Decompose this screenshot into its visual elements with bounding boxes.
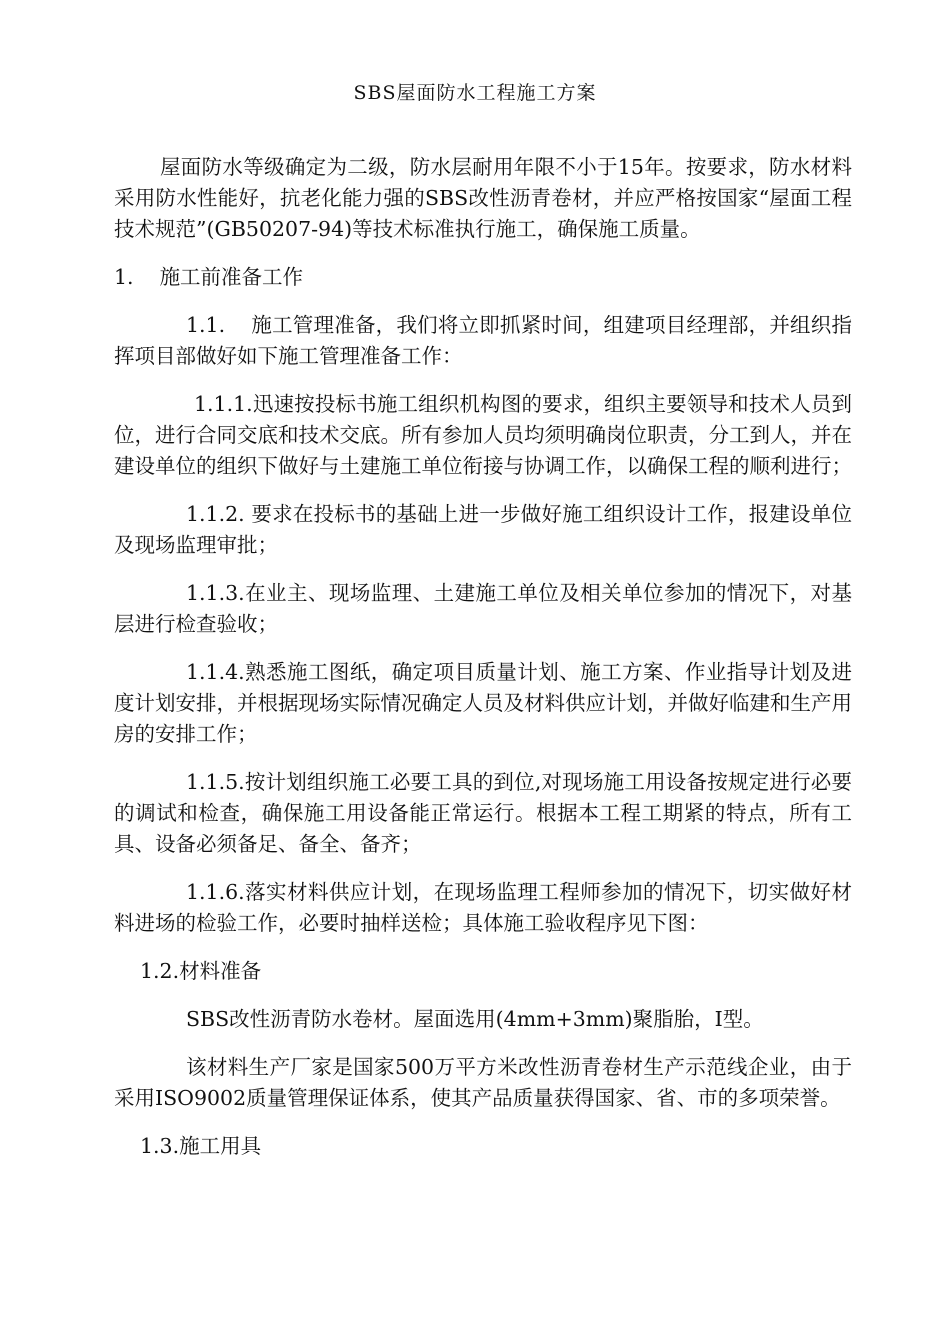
document-title: SBS屋面防水工程施工方案 — [353, 82, 597, 104]
section-1-1-1-paragraph: 1.1.1.迅速按投标书施工组织机构图的要求，组织主要领导和技术人员到位，进行合同交底和技术交底。所有参加人员均须明确岗位职责，分工到人，并在建设单位的组织下做好与土建施工单位衔接与协调工作，以确保工程的顺利进行； — [114, 392, 852, 478]
section-1-1-6-paragraph: 1.1.6.落实材料供应计划，在现场监理工程师参加的情况下，切实做好材料进场的检验工作，必要时抽样送检；具体施工验收程序见下图： — [114, 880, 852, 935]
section-1-1-number: 1.1. — [186, 313, 226, 337]
section-1-1-text: 施工管理准备，我们将立即抓紧时间，组建项目经理部，并组织指挥项目部做好如下施工管理准备工作： — [114, 313, 852, 368]
section-1-heading — [114, 262, 852, 293]
section-1-1-4-paragraph: 1.1.4.熟悉施工图纸，确定项目质量计划、施工方案、作业指导计划及进度计划安排，并根据现场实际情况确定人员及材料供应计划，并做好临建和生产用房的安排工作； — [114, 660, 852, 746]
intro-paragraph: 屋面防水等级确定为二级，防水层耐用年限不小于15年。按要求，防水材料采用防水性能好，抗老化能力强的SBS改性沥青卷材，并应严格按国家“屋面工程技术规范”(GB50207-94)等技术标准执行施工，确保施工质量。 — [114, 155, 852, 241]
material-paragraph: SBS改性沥青防水卷材。屋面选用(4mm+3mm)聚脂胎，I型。 — [186, 1007, 764, 1031]
section-1-1-2-paragraph: 1.1.2. 要求在投标书的基础上进一步做好施工组织设计工作，报建设单位及现场监理审批； — [114, 502, 852, 557]
section-1-1-3-paragraph: 1.1.3.在业主、现场监理、土建施工单位及相关单位参加的情况下，对基层进行检查验收； — [114, 581, 852, 636]
manufacturer-paragraph: 该材料生产厂家是国家500万平方米改性沥青卷材生产示范线企业，由于采用ISO9002质量管理保证体系，使其产品质量获得国家、省、市的多项荣誉。 — [114, 1055, 852, 1110]
section-1-3-heading: 1.3.施工用具 — [140, 1134, 262, 1158]
section-1-title: 施工前准备工作 — [159, 265, 304, 289]
section-1-2-heading: 1.2.材料准备 — [140, 959, 262, 983]
section-1-1-5-paragraph: 1.1.5.按计划组织施工必要工具的到位,对现场施工用设备按规定进行必要的调试和检查，确保施工用设备能正常运行。根据本工程工期紧的特点，所有工具、设备必须备足、备全、备齐； — [114, 770, 852, 856]
section-1-1-paragraph — [114, 310, 852, 372]
section-1-number: 1. — [114, 265, 134, 289]
document-body — [114, 152, 852, 1179]
